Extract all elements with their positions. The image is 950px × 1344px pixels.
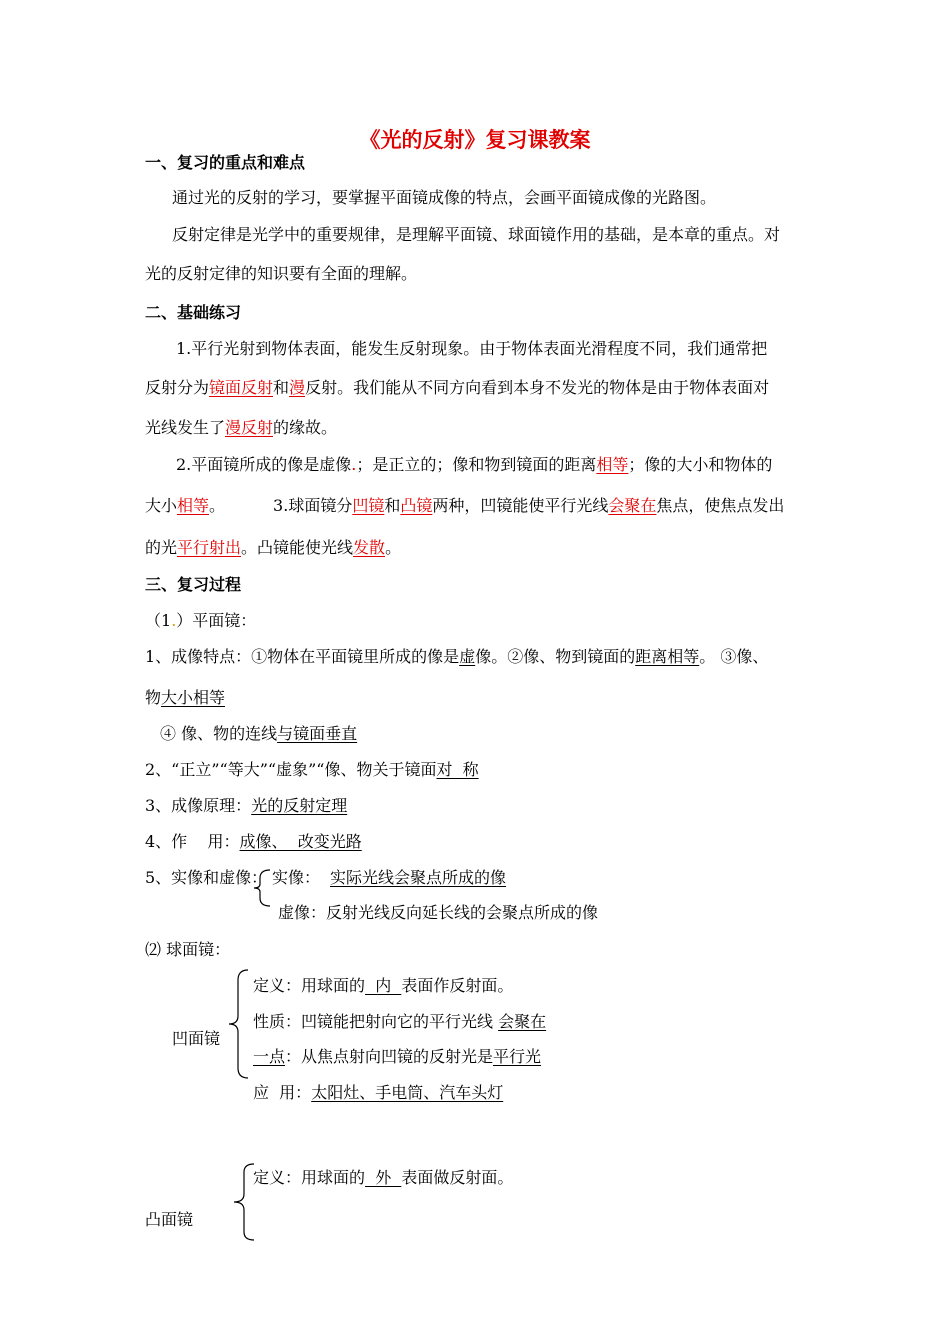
use-text: 应 用： [253,1083,312,1102]
q1-text: 和 [273,378,290,397]
s1-paragraph-1: 通过光的反射的学习，要掌握平面镜成像的特点，会画平面镜成像的光路图。 [172,188,717,207]
section-3-heading: 三、复习过程 [145,575,242,594]
q1-text: 的缘故。 [273,418,338,437]
answer-virtual: 虚 [459,647,476,666]
item-text: 像。②像、物到镜面的 [475,647,636,666]
answer-parallel-out: 平行射出 [177,538,242,557]
item-text: ④ 像、物的连线 [160,724,278,743]
item-1-line-1 [145,647,768,667]
q3-text: 焦点，使焦点发出 [656,496,785,515]
q2-text: 。 [209,496,226,515]
def-text: 定义：用球面的 [253,976,366,995]
item-text: 物 [145,688,162,707]
q3-line-2 [145,538,401,558]
q3-text: 。凸镜能使光线 [241,538,354,557]
answer-diverge: 发散 [353,538,386,557]
concave-definition [253,976,513,996]
item-4 [145,832,362,852]
q2-text: 2.平面镜所成的像是虚像 [176,455,352,474]
answer-converge-at: 会聚在 [498,1012,547,1031]
q1-line-2 [145,378,769,398]
q2-text: 大小 [145,496,178,515]
item-2 [145,760,479,780]
item-text: 。 ③像、 [699,647,769,666]
item-3 [145,796,347,816]
answer-distance-equal: 距离相等 [635,647,700,666]
s1-paragraph-2-line-1: 反射定律是光学中的重要规律，是理解平面镜、球面镜作用的基础，是本章的重点。对 [172,225,781,244]
q3-text: 的光 [145,538,178,557]
section-2-heading: 二、基础练习 [145,303,242,322]
concave-usage [253,1083,503,1103]
q1-text: 反射分为 [145,378,210,397]
item-5-label: 5、实像和虚像： [145,868,268,887]
answer-size-equal: 大小相等 [161,688,226,707]
item-text: 1、成像特点：①物体在平面镜里所成的像是 [145,647,460,666]
sub-heading-text: ）平面镜： [176,611,257,630]
item-5-virtual: 虚像：反射光线反向延长线的会聚点所成的像 [278,903,599,922]
answer-perpendicular: 与镜面垂直 [277,724,358,743]
answer-one-point: 一点 [253,1047,286,1066]
item-text: 3、成像原理： [145,796,252,815]
answer-inner: 内 [365,976,402,995]
answer-outer: 外 [365,1168,402,1187]
concave-property-line-2 [253,1047,541,1067]
prop-text: ：从焦点射向凹镜的反射光是 [285,1047,494,1066]
answer-function: 成像、 改变光路 [239,832,362,851]
answer-principle: 光的反射定理 [251,796,348,815]
answer-symmetric: 对 称 [436,760,479,779]
answer-mirror-reflection: 镜面反射 [209,378,274,397]
item-text: 4、作 用： [145,832,240,851]
item-5-real [272,868,506,888]
q1-line-1: 1.平行光射到物体表面，能发生反射现象。由于物体表面光滑程度不同，我们通常把 [176,339,768,358]
item-1-line-2 [145,688,225,708]
answer-diffuse: 漫 [289,378,306,397]
item-1-line-3 [160,724,357,744]
answer-diffuse-reflection: 漫反射 [225,418,274,437]
concave-mirror-label: 凹面镜 [172,1029,221,1048]
def-text: 表面作反射面。 [401,976,514,995]
sub-heading-spherical-mirror: ⑵ 球面镜： [145,940,231,959]
convex-definition [253,1168,513,1188]
sub-heading-text: （1 [145,611,172,630]
answer-equal-size: 相等 [177,496,210,515]
page-title: 《光的反射》复习课教案 [359,128,591,152]
s1-paragraph-2-line-2: 光的反射定律的知识要有全面的理解。 [145,264,418,283]
sub-heading-dot: . [171,611,177,630]
q2-q3-line [145,496,784,516]
answer-real-image: 实际光线会聚点所成的像 [330,868,507,887]
q2-line-1 [176,455,772,475]
q1-text: 反射。我们能从不同方向看到本身不发光的物体是由于物体表面对 [305,378,770,397]
q2-text: ；是正立的；像和物到镜面的距离 [356,455,597,474]
convex-mirror-label: 凸面镜 [145,1210,194,1229]
item-text: 2、“正立”“等大”“虚象”“像、物关于镜面 [145,760,437,779]
answer-usage: 太阳灶、手电筒、汽车头灯 [311,1083,504,1102]
q3-text: 两种，凹镜能使平行光线 [432,496,609,515]
q3-text: 和 [384,496,401,515]
prop-text: 性质：凹镜能把射向它的平行光线 [253,1012,499,1031]
def-text: 表面做反射面。 [401,1168,514,1187]
concave-property-line-1 [253,1012,546,1032]
section-1-heading: 一、复习的重点和难点 [145,153,306,172]
q3-text: 。 [385,538,402,557]
q2-mark: . [351,455,357,474]
brace-concave [226,968,252,1080]
sub-heading-plane-mirror [145,611,256,631]
brace-real-virtual [250,868,274,908]
answer-parallel-light: 平行光 [493,1047,542,1066]
q3-text: 3.球面镜分 [273,496,353,515]
answer-convex: 凸镜 [400,496,433,515]
answer-concave: 凹镜 [352,496,385,515]
q2-text: ；像的大小和物体的 [628,455,773,474]
def-text: 定义：用球面的 [253,1168,366,1187]
answer-converge: 会聚在 [608,496,657,515]
answer-equal-distance: 相等 [596,455,629,474]
q1-line-3 [145,418,337,438]
q1-text: 光线发生了 [145,418,226,437]
item-text: 实像： [272,868,321,887]
